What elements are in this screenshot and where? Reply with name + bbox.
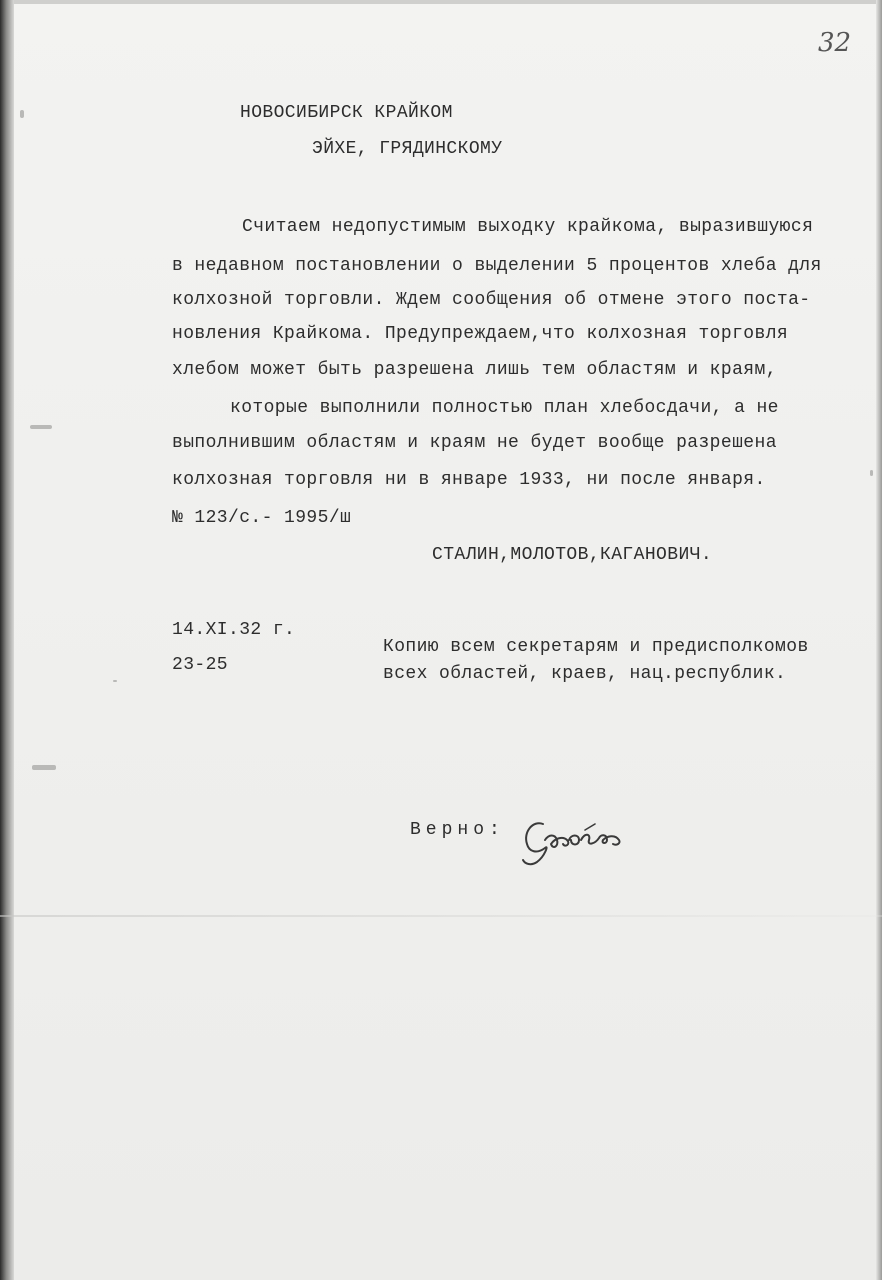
page-number: 32	[818, 28, 852, 58]
address-line-2: ЭЙХЕ, ГРЯДИНСКОМУ	[312, 139, 503, 159]
body-line: в недавном постановлении о выделении 5 процентов хлеба для	[172, 256, 822, 276]
paper-speck	[30, 425, 52, 429]
body-line: колхозная торговля ни в январе 1933, ни после января.	[172, 470, 766, 490]
paper-edge-top	[0, 0, 882, 4]
document-date: 14.XI.32 г.	[172, 620, 296, 640]
address-line-1: НОВОСИБИРСК КРАЙКОМ	[240, 103, 453, 123]
body-line: колхозной торговли. Ждем сообщения об отмене этого поста-	[172, 290, 811, 310]
verified-label: Верно:	[410, 820, 505, 840]
body-line: выполнившим областям и краям не будет вообще разрешена	[172, 433, 777, 453]
reference-number: № 123/с.- 1995/ш	[172, 508, 352, 528]
paper-speck	[870, 470, 873, 476]
handwritten-signature	[515, 810, 635, 870]
body-line: хлебом может быть разрешена лишь тем областям и краям,	[172, 360, 777, 380]
body-line: которые выполнили полностью план хлебосдачи, а не	[230, 398, 779, 418]
signers: СТАЛИН,МОЛОТОВ,КАГАНОВИЧ.	[432, 545, 713, 565]
paper-fold-line	[0, 915, 882, 917]
paper-speck	[20, 110, 24, 118]
paper-speck	[113, 680, 117, 682]
document-time: 23-25	[172, 655, 229, 675]
paper-edge-left	[0, 0, 14, 1280]
paper-speck	[32, 765, 56, 770]
body-line: новления Крайкома. Предупреждаем,что колхозная торговля	[172, 324, 789, 344]
copy-note-line: всех областей, краев, нац.республик.	[383, 664, 787, 684]
copy-note-line: Копию всем секретарям и предисполкомов	[383, 637, 809, 657]
paper-edge-right	[876, 0, 882, 1280]
body-line: Считаем недопустимым выходку крайкома, выразившуюся	[242, 217, 814, 237]
